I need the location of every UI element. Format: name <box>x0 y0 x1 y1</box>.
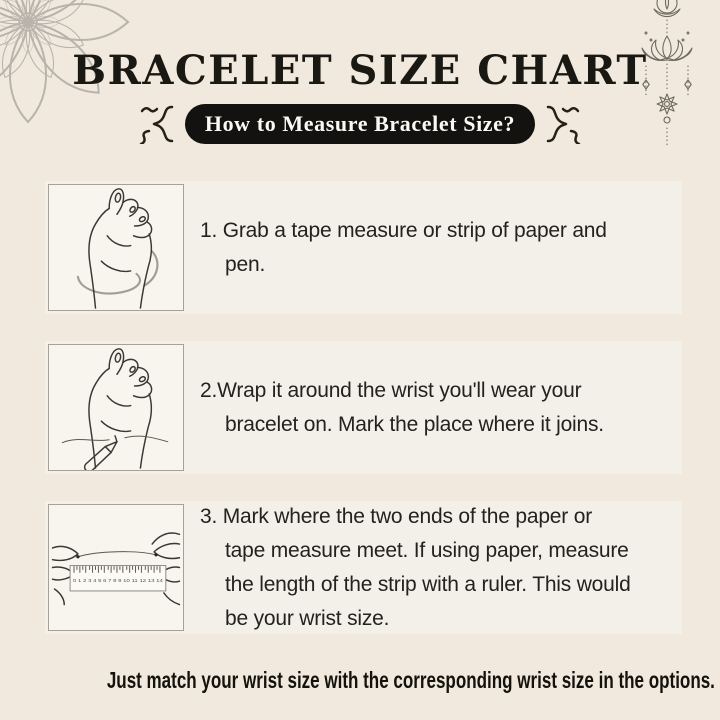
step-3-ruler-illustration <box>48 504 184 631</box>
step-1-line: pen. <box>225 252 266 276</box>
hands-with-ruler-icon <box>49 505 183 630</box>
step-2-line: bracelet on. Mark the place where it joins. <box>225 412 604 436</box>
step-2-hand-illustration <box>48 344 184 471</box>
step-3-line: tape measure meet. If using paper, measure <box>225 538 629 562</box>
header <box>0 0 720 145</box>
step-1-hand-illustration <box>48 184 184 311</box>
page-title: BRACELET SIZE CHART <box>72 47 648 94</box>
step-3-line: be your wrist size. <box>225 606 390 630</box>
ruler-numbers: 0 1 2 3 4 5 6 7 8 9 10 11 12 13 14 <box>73 578 164 584</box>
step-3-line: 3. Mark where the two ends of the paper or <box>200 504 592 528</box>
footer <box>0 667 720 694</box>
right-flourish-icon <box>545 104 581 144</box>
badge-row <box>0 103 720 145</box>
step-3-panel <box>45 501 682 634</box>
step-1-text <box>200 181 676 314</box>
step-2-line: 2.Wrap it around the wrist you'll wear your <box>200 378 582 402</box>
step-1-panel <box>45 181 682 314</box>
footer-note: Just match your wrist size with the corresponding wrist size in the options. <box>106 667 715 693</box>
left-flourish-icon <box>139 104 175 144</box>
how-to-measure-badge: How to Measure Bracelet Size? <box>185 104 535 144</box>
fist-with-pencil-icon <box>49 345 183 470</box>
fist-with-paper-loop-icon <box>49 185 183 310</box>
step-2-panel <box>45 341 682 474</box>
instruction-steps <box>45 181 682 634</box>
step-3-line: the length of the strip with a ruler. This would <box>225 572 631 596</box>
step-1-line: 1. Grab a tape measure or strip of paper and <box>200 218 607 242</box>
step-3-text <box>200 501 676 634</box>
step-2-text <box>200 341 676 474</box>
